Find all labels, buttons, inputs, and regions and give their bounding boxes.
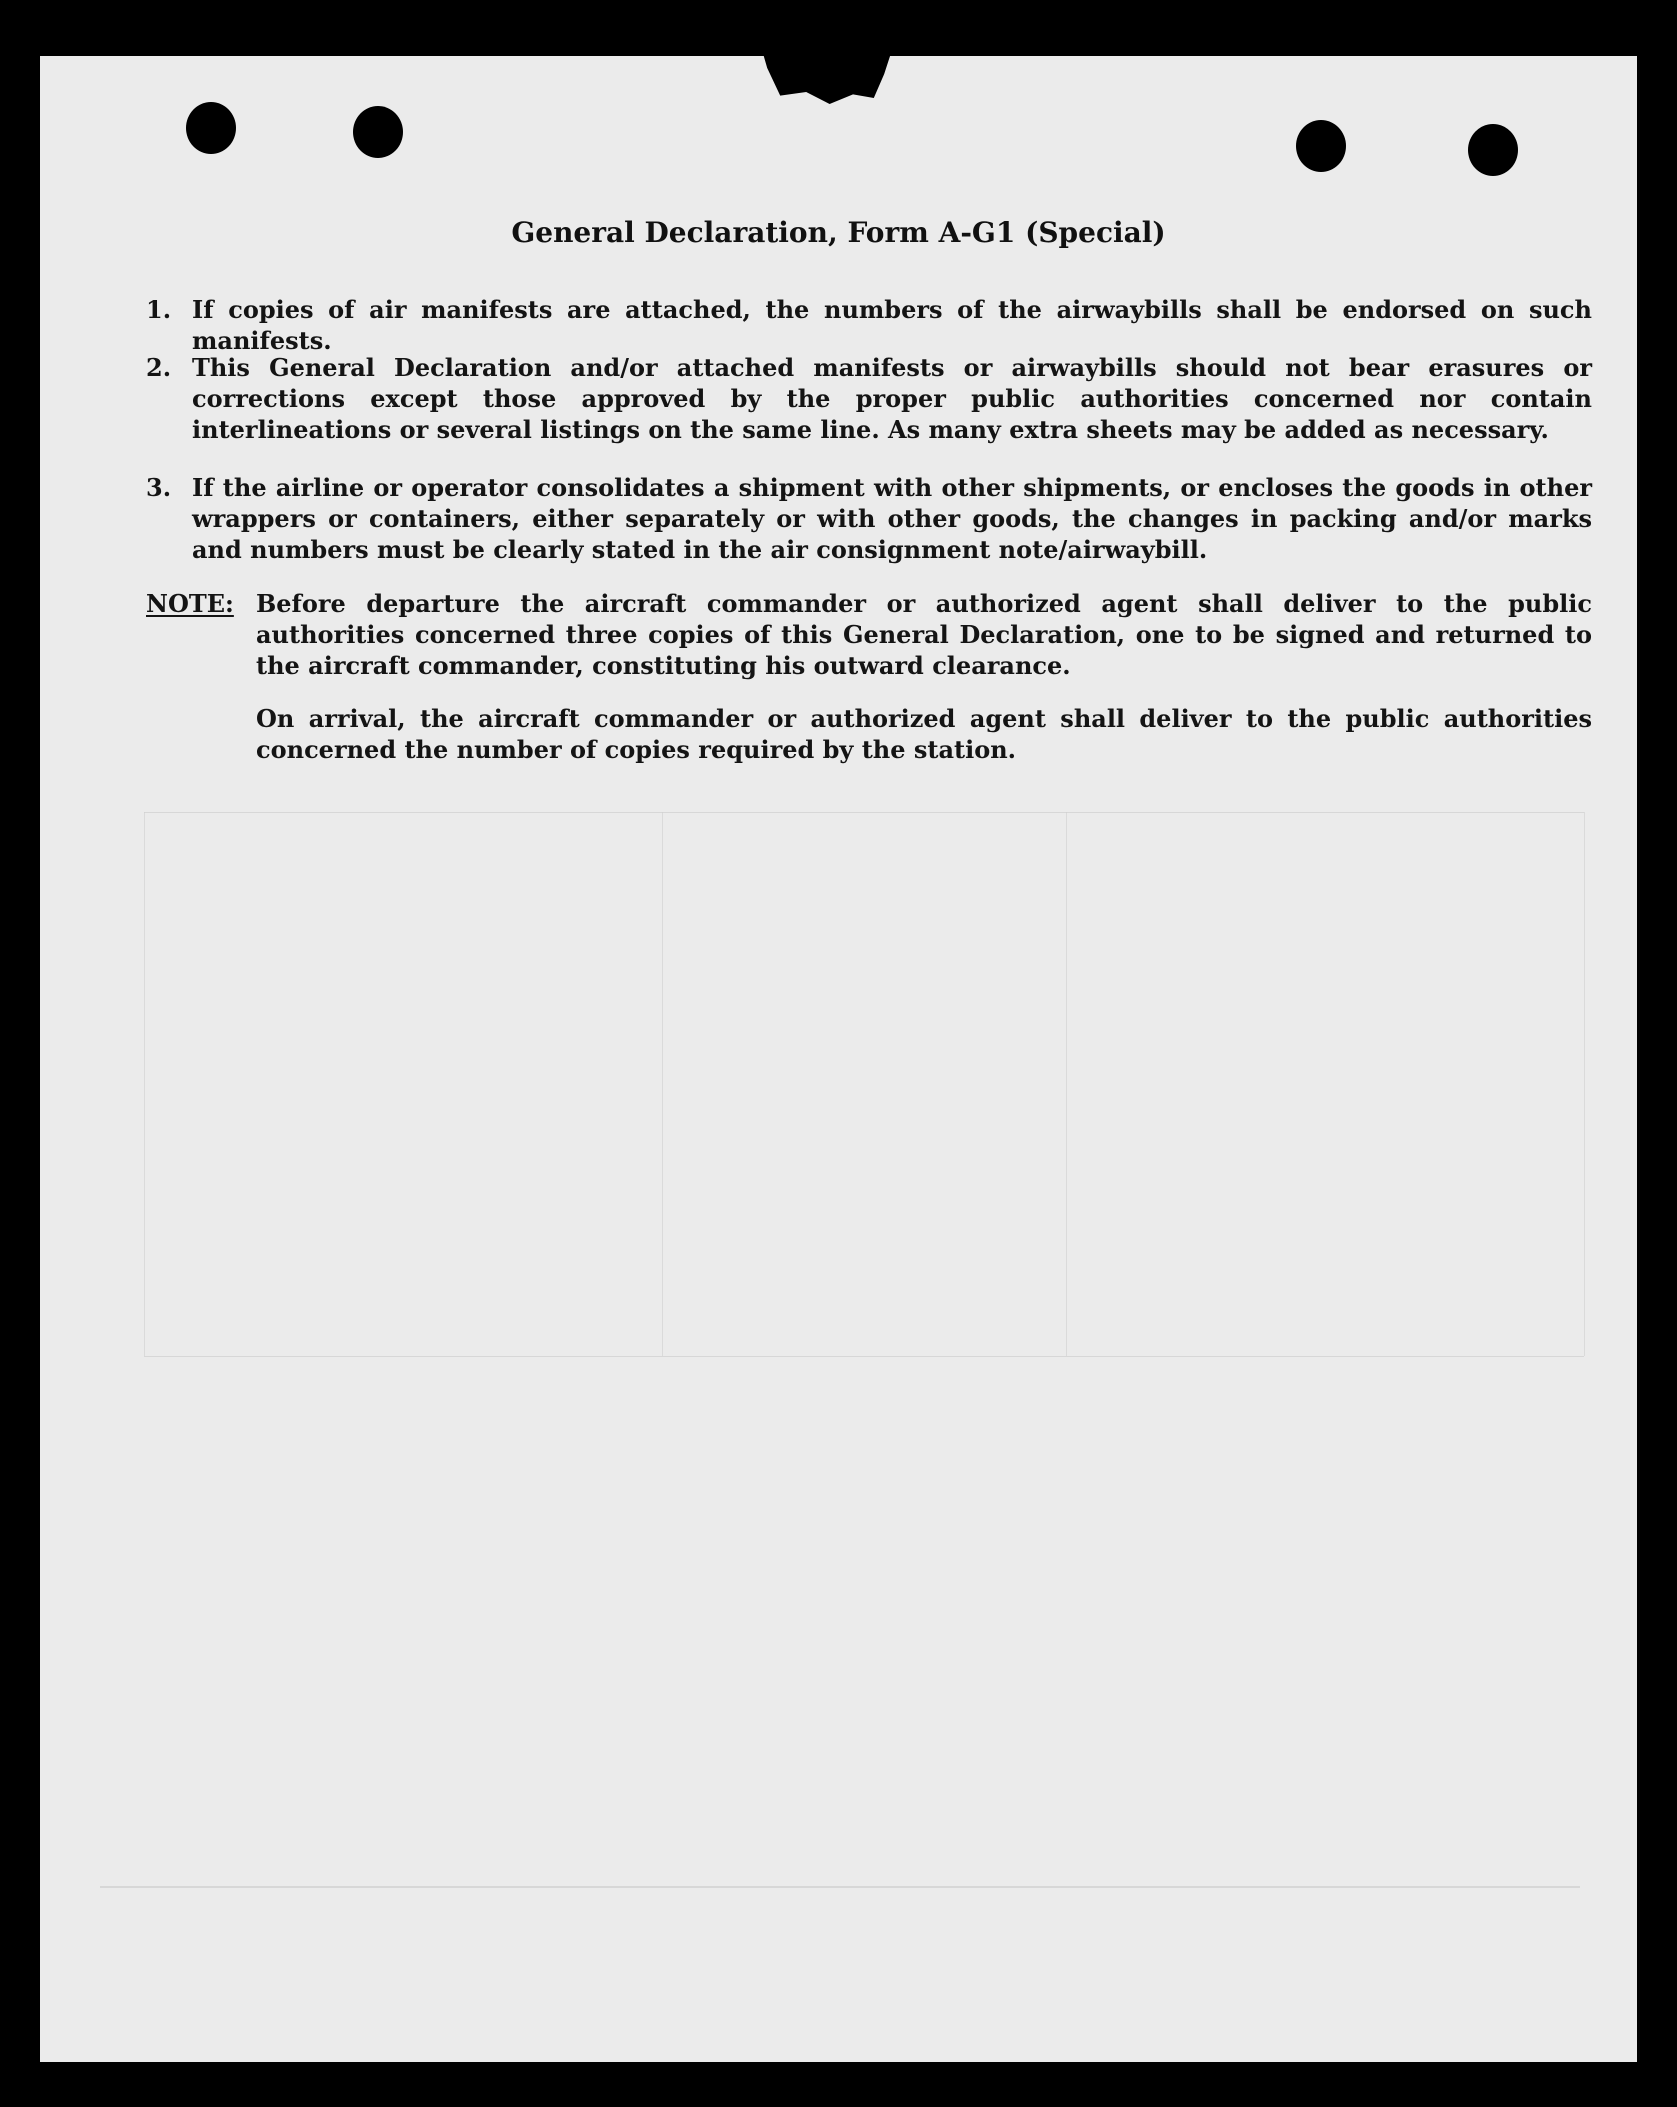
bleed-through-line — [144, 1356, 1584, 1357]
instruction-number: 3. — [146, 473, 172, 502]
bleed-through-line — [144, 812, 145, 1356]
instruction-number: 1. — [146, 295, 172, 324]
bleed-through-line — [1066, 812, 1067, 1356]
note-block — [146, 588, 1592, 787]
torn-notch — [762, 56, 892, 110]
instruction-item-1 — [146, 294, 1592, 356]
document-page — [40, 56, 1637, 2062]
punch-hole-right-2 — [1468, 124, 1518, 176]
instruction-text: If the airline or operator consolidates a shipment with other shipments, or encloses the goods in other wrappers or containers, either separately or with other goods, the changes in packing and/or marks and numbers must be clearly stated in the air consignment note/airwaybill. — [192, 473, 1592, 564]
punch-hole-left-2 — [353, 106, 403, 158]
instruction-number: 2. — [146, 353, 172, 382]
note-paragraph: Before departure the aircraft commander or authorized agent shall deliver to the public authorities concerned three copies of this General Declaration, one to be signed and returned to the aircraft commander, constituting his outward clearance. — [256, 589, 1592, 680]
page-title: General Declaration, Form A-G1 (Special) — [511, 216, 1166, 249]
instruction-item-3 — [146, 472, 1592, 565]
note-label: NOTE: — [146, 589, 234, 618]
instruction-item-2 — [146, 352, 1592, 445]
bleed-through-line — [144, 812, 1584, 813]
punch-hole-right-1 — [1296, 120, 1346, 172]
instruction-text: If copies of air manifests are attached, the numbers of the airwaybills shall be endorsed on such manifests. — [192, 295, 1592, 355]
note-paragraph: On arrival, the aircraft commander or authorized agent shall deliver to the public authorities concerned the number of copies required by the station. — [256, 704, 1592, 764]
bleed-through-line — [1584, 812, 1585, 1356]
bleed-through-line — [662, 812, 663, 1356]
instruction-text: This General Declaration and/or attached manifests or airwaybills should not bear erasures or corrections except those approved by the proper public authorities concerned nor contain interlineations or several listings on the same line. As many extra sheets may be added as necessary. — [192, 353, 1592, 444]
punch-hole-left-1 — [186, 102, 236, 154]
note-body — [256, 588, 1592, 765]
bleed-through-line — [100, 1886, 1580, 1888]
